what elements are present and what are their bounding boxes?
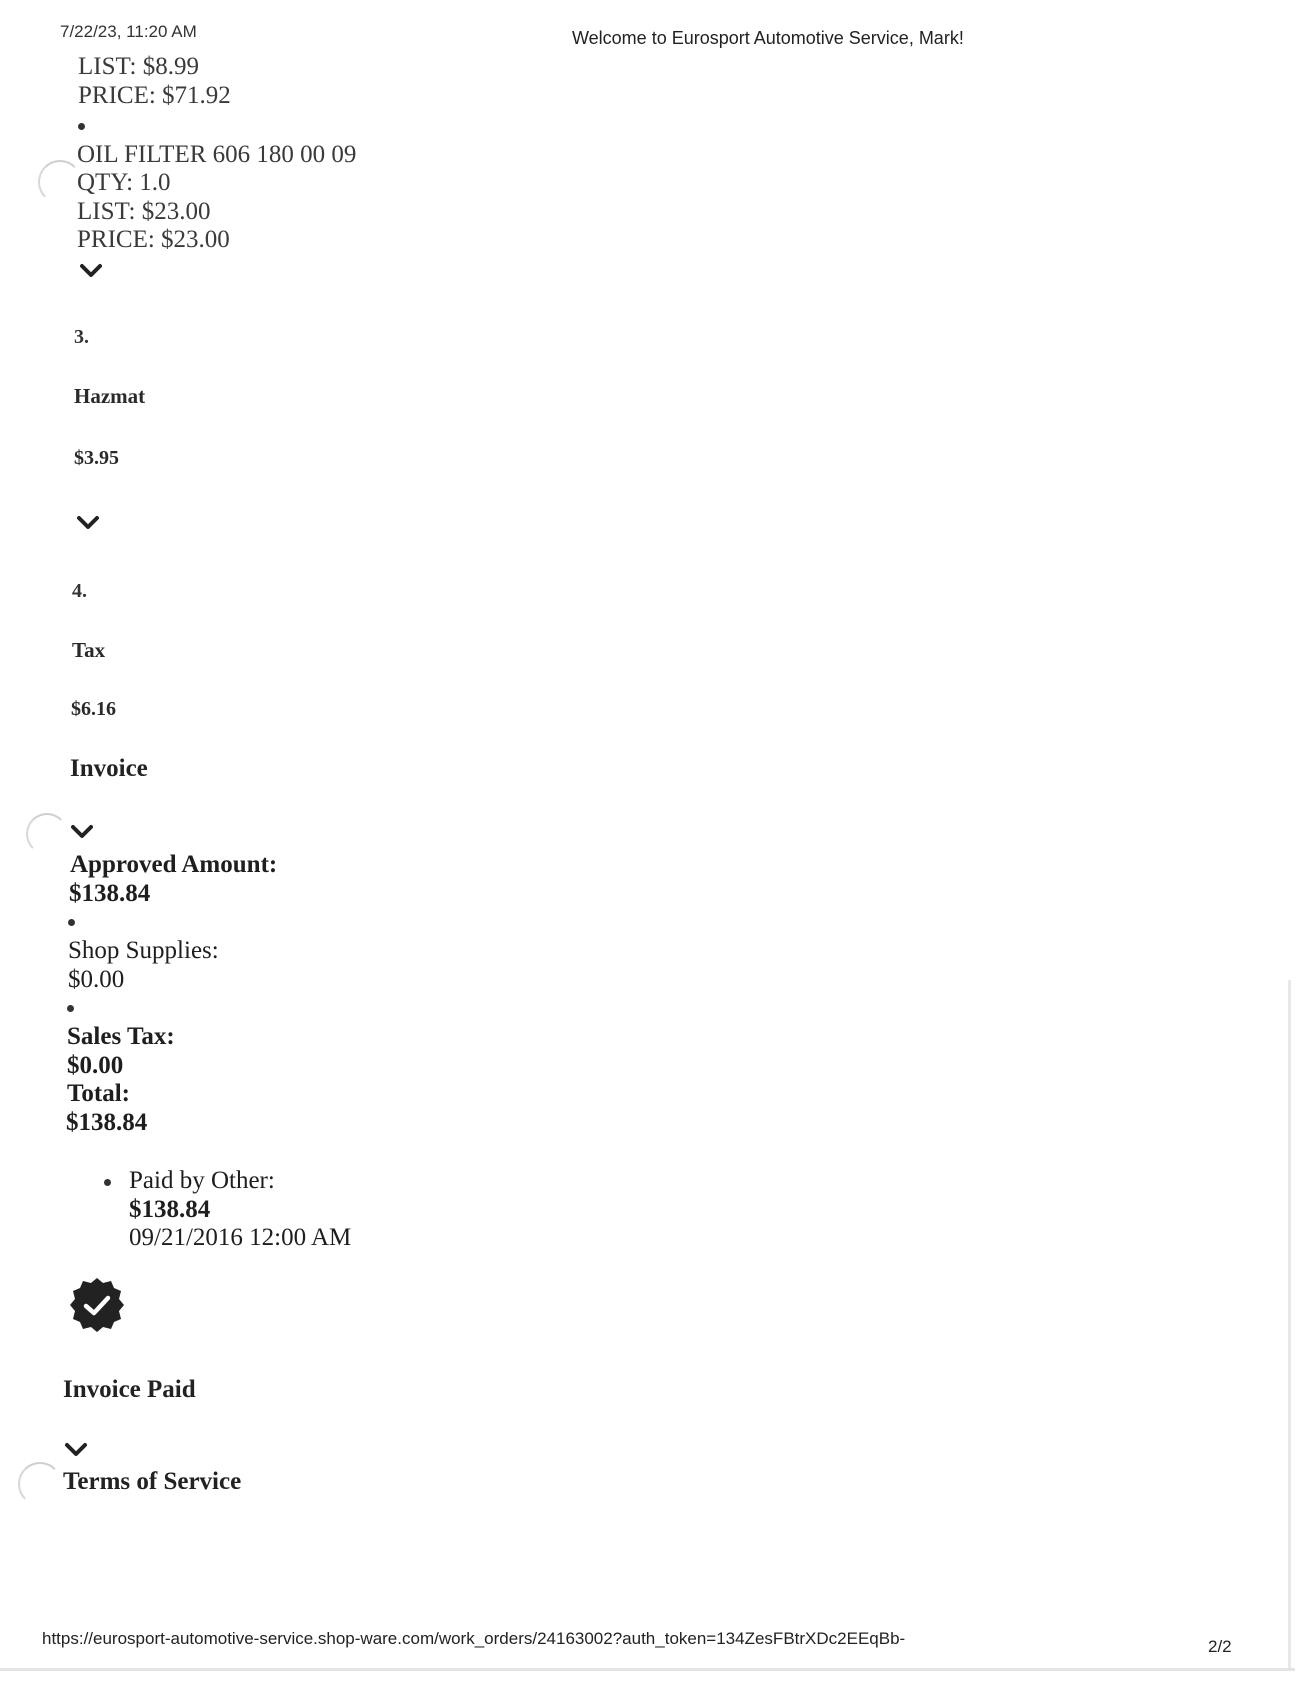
- part-price: PRICE: $71.92: [78, 82, 231, 109]
- chevron-down-icon[interactable]: [64, 1442, 88, 1458]
- part-name: OIL FILTER 606 180 00 09: [77, 141, 357, 168]
- invoice-heading: Invoice: [70, 755, 148, 782]
- payment-label: Paid by Other:: [129, 1167, 275, 1194]
- total-value: $138.84: [66, 1109, 148, 1136]
- payment-date: 09/21/2016 12:00 AM: [129, 1224, 352, 1251]
- part-price: PRICE: $23.00: [77, 226, 230, 253]
- line-item-label: Tax: [72, 638, 106, 662]
- approved-amount-value: $138.84: [69, 880, 151, 907]
- total-label: Total:: [67, 1080, 130, 1107]
- scan-edge: [1288, 980, 1291, 1670]
- part-list-price: LIST: $23.00: [77, 198, 211, 225]
- line-item-amount: $3.95: [74, 447, 119, 469]
- sales-tax-value: $0.00: [67, 1052, 124, 1079]
- invoice-paid-status: Invoice Paid: [63, 1376, 196, 1403]
- spinner-icon: [38, 160, 82, 204]
- page-url: https://eurosport-automotive-service.shop-ware.com/work_orders/24163002?auth_token=134ZesFBtrXDc2EEqBb-: [42, 1629, 906, 1648]
- bullet: [104, 1179, 111, 1186]
- welcome-message: Welcome to Eurosport Automotive Service, Mark!: [572, 28, 964, 48]
- chevron-down-icon[interactable]: [76, 515, 100, 531]
- approved-amount-label: Approved Amount:: [70, 851, 278, 878]
- part-qty: QTY: 1.0: [77, 169, 171, 196]
- part-list-price: LIST: $8.99: [78, 53, 199, 80]
- spinner-icon: [26, 813, 68, 855]
- line-item-label: Hazmat: [74, 384, 146, 408]
- line-item-number: 4.: [72, 580, 87, 602]
- shop-supplies-label: Shop Supplies:: [68, 937, 219, 964]
- bullet: [67, 1005, 74, 1012]
- page-number: 2/2: [1208, 1637, 1232, 1656]
- terms-of-service-link[interactable]: Terms of Service: [63, 1468, 242, 1495]
- bullet: [78, 123, 85, 130]
- line-item-amount: $6.16: [71, 698, 116, 720]
- sales-tax-label: Sales Tax:: [67, 1023, 175, 1050]
- print-datetime: 7/22/23, 11:20 AM: [60, 22, 197, 41]
- bullet: [68, 919, 75, 926]
- payment-amount: $138.84: [129, 1196, 211, 1223]
- spinner-icon: [18, 1462, 62, 1506]
- check-badge-icon: [68, 1276, 126, 1334]
- scan-edge: [0, 1668, 1295, 1671]
- line-item-number: 3.: [74, 326, 89, 348]
- chevron-down-icon[interactable]: [70, 824, 94, 840]
- shop-supplies-value: $0.00: [68, 966, 125, 993]
- chevron-down-icon[interactable]: [79, 263, 103, 279]
